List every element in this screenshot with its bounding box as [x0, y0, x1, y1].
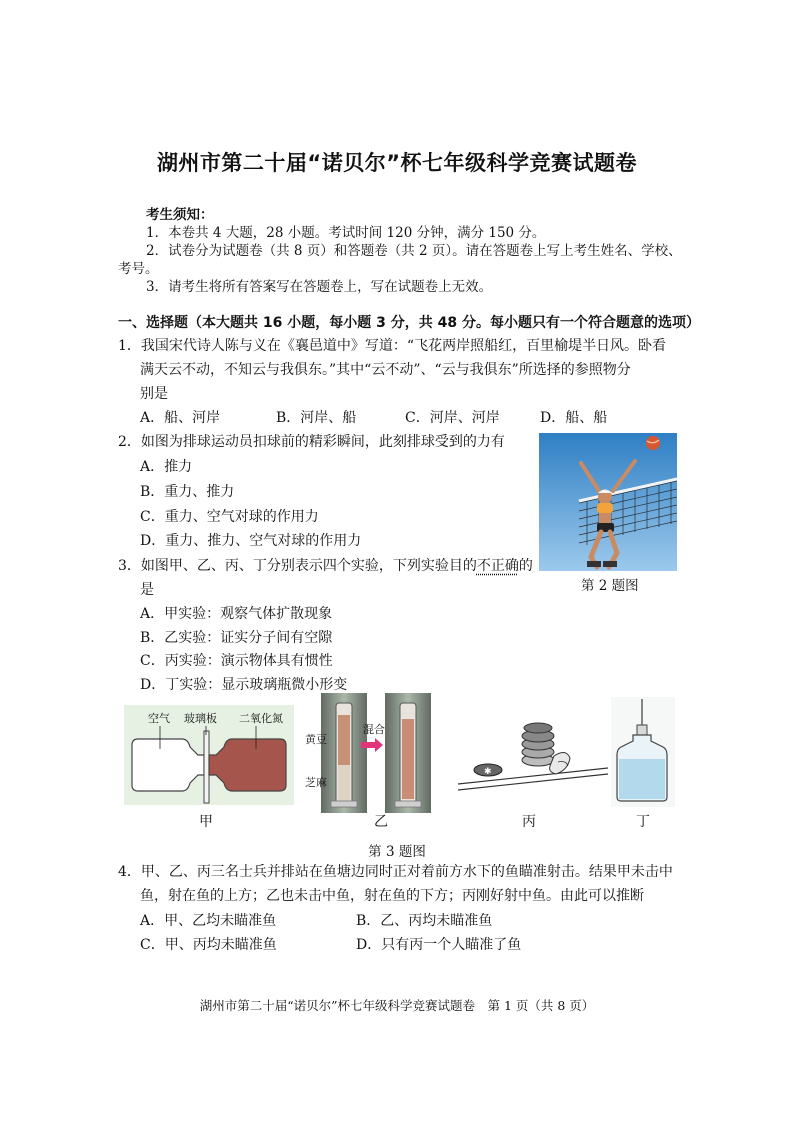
- figure-ding-bottle: [611, 697, 675, 807]
- q4-option-a: A．甲、乙均未瞄准鱼: [140, 913, 277, 929]
- figure-bing-inertia: [458, 712, 608, 798]
- q2-option-a: A．推力: [140, 459, 193, 475]
- q1-line-1: 1．我国宋代诗人陈与义在《襄邑道中》写道：“飞花两岸照船红，百里榆堤半日风。卧看: [118, 338, 667, 354]
- label-glass-plate: 玻璃板: [184, 712, 217, 725]
- fig-name-bing: 丙: [522, 814, 536, 830]
- q2-option-d: D．重力、推力、空气对球的作用力: [140, 533, 362, 549]
- q3-option-b: B．乙实验：证实分子间有空隙: [140, 630, 333, 646]
- q3-option-c: C．丙实验：演示物体具有惯性: [140, 653, 333, 669]
- figure-yi-mixing: [305, 693, 435, 813]
- q1-line-3: 别是: [140, 386, 168, 402]
- q3-stem-tail: 的: [518, 558, 533, 574]
- q2-option-b: B．重力、推力: [140, 484, 235, 500]
- q3-stem-emphasis: 不正确: [476, 558, 519, 574]
- q1-option-d: D．船、船: [540, 410, 608, 426]
- q4-line-1: 4．甲、乙、丙三名士兵并排站在鱼塘边同时正对着前方水下的鱼瞄准射击。结果甲未击中: [118, 864, 673, 880]
- q1-option-b: B．河岸、船: [276, 410, 357, 426]
- q3-option-d: D．丁实验：显示玻璃瓶微小形变: [140, 677, 348, 693]
- notice-item-2: 2．试卷分为试题卷（共 8 页）和答题卷（共 2 页）。请在答题卷上写上考生姓名、学校、: [146, 243, 682, 259]
- q4-option-d: D．只有丙一个人瞄准了鱼: [356, 937, 522, 953]
- q2-figure-caption: 第 2 题图: [581, 578, 639, 594]
- q4-line-2: 鱼，射在鱼的上方；乙也未击中鱼，射在鱼的下方；丙刚好射中鱼。由此可以推断: [140, 888, 644, 904]
- q3-stem: [118, 556, 533, 576]
- notice-item-1: 1．本卷共 4 大题，28 小题。考试时间 120 分钟，满分 150 分。: [146, 225, 546, 241]
- fig-name-ding: 丁: [636, 814, 650, 830]
- figure-jia-diffusion: [124, 705, 294, 805]
- section-heading: 一、选择题（本大题共 16 小题，每小题 3 分，共 48 分。每小题只有一个符合题意的选项）: [118, 315, 700, 331]
- notice-item-3: 3．请考生将所有答案写在答题卷上，写在试题卷上无效。: [146, 279, 493, 295]
- q4-option-b: B．乙、丙均未瞄准鱼: [356, 913, 493, 929]
- svg-text:✱: ✱: [484, 767, 492, 777]
- q4-options-row-2: [0, 935, 794, 955]
- q1-option-c: C．河岸、河岸: [405, 410, 500, 426]
- q4-option-c: C．甲、丙均未瞄准鱼: [140, 937, 277, 953]
- notice-heading: 考生须知：: [146, 207, 214, 223]
- q1-options: [0, 408, 794, 428]
- label-soybean: 黄豆: [305, 733, 327, 746]
- fig-name-jia: 甲: [199, 814, 213, 830]
- notice-item-2-cont: 考号。: [118, 261, 159, 277]
- q1-option-a: A．船、河岸: [140, 410, 221, 426]
- q3-figure-caption: 第 3 题图: [368, 844, 426, 860]
- q1-line-2: 满天云不动，不知云与我俱东。”其中“云不动”、“云与我俱东”所选择的参照物分: [140, 362, 631, 378]
- label-mix: 混合: [363, 723, 385, 736]
- q3-option-a: A．甲实验：观察气体扩散现象: [140, 606, 333, 622]
- q2-stem: 2．如图为排球运动员扣球前的精彩瞬间，此刻排球受到的力有: [118, 434, 505, 450]
- label-air: 空气: [148, 712, 170, 725]
- q2-option-c: C．重力、空气对球的作用力: [140, 509, 319, 525]
- label-sesame: 芝麻: [305, 776, 327, 789]
- q4-options-row-1: [0, 911, 794, 931]
- page-footer: 湖州市第二十届“诺贝尔”杯七年级科学竞赛试题卷 第 1 页（共 8 页）: [199, 998, 595, 1013]
- q3-stem-line-2: 是: [140, 582, 154, 598]
- volleyball-photo: [539, 433, 677, 571]
- q3-stem-text: 3．如图甲、乙、丙、丁分别表示四个实验，下列实验目的: [118, 558, 477, 574]
- label-no2: 二氧化氮: [239, 712, 283, 725]
- fig-name-yi: 乙: [374, 814, 388, 830]
- page-title: 湖州市第二十届“诺贝尔”杯七年级科学竞赛试题卷: [156, 151, 638, 175]
